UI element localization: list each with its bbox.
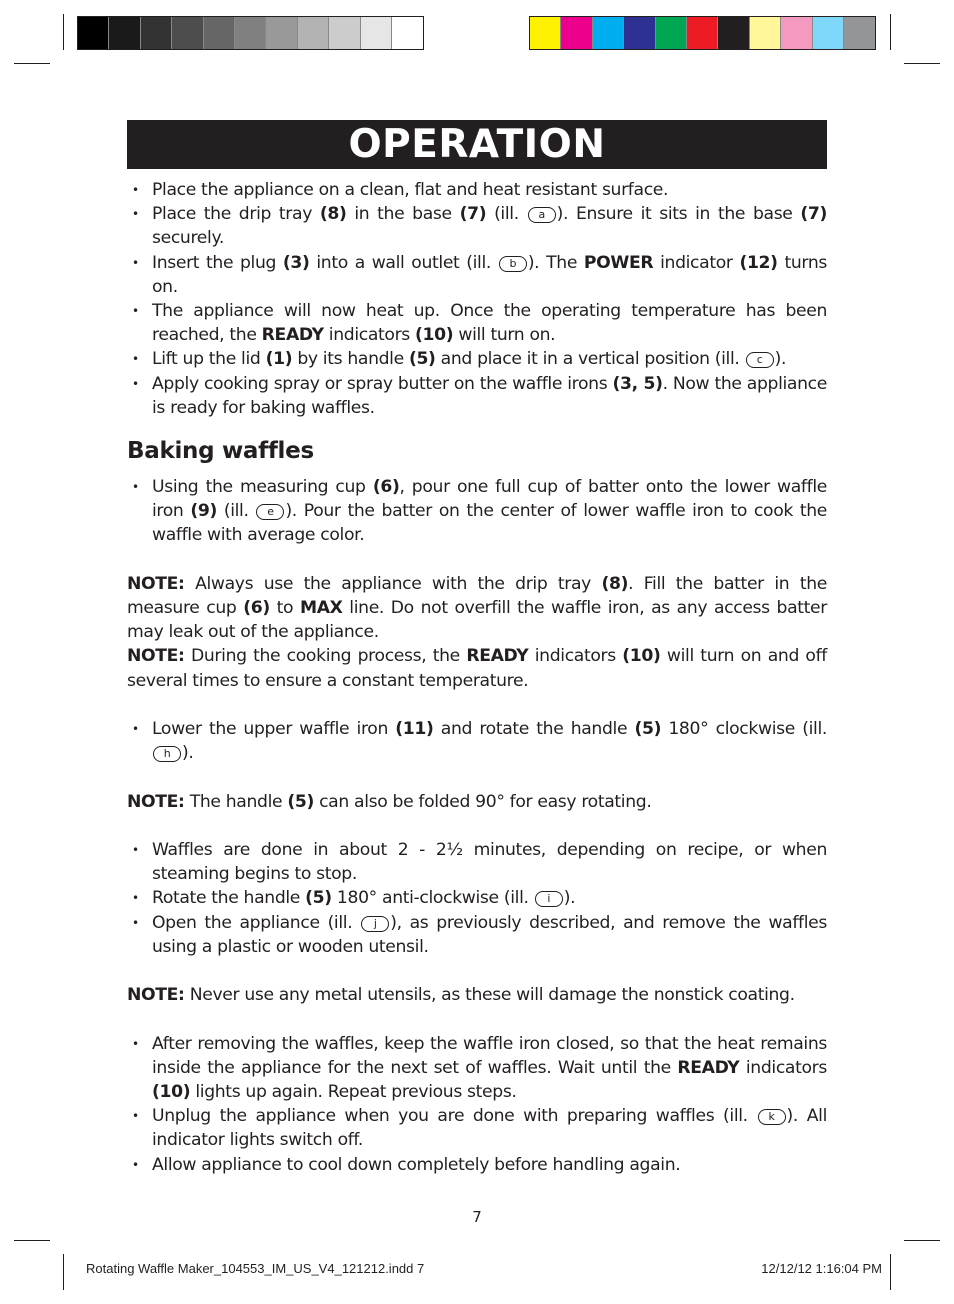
note xyxy=(127,572,827,645)
crop-mark xyxy=(63,14,64,50)
color-swatch xyxy=(844,17,875,49)
emphasis: MAX xyxy=(299,598,343,619)
list-item xyxy=(127,838,827,886)
text-run: indicators xyxy=(739,1057,827,1078)
emphasis: (8) xyxy=(601,573,629,594)
emphasis: NOTE: xyxy=(127,646,185,667)
emphasis: (7) xyxy=(800,204,827,225)
text-run: Rotate the handle xyxy=(152,888,306,909)
page-title: OPERATION xyxy=(127,120,827,169)
list-item xyxy=(127,1153,827,1177)
illustration-ref: a xyxy=(528,207,556,223)
text-run: turns on. xyxy=(152,252,827,297)
color-swatch xyxy=(593,17,624,49)
emphasis: (3) xyxy=(282,252,310,273)
baking-steps xyxy=(127,717,827,765)
list-item xyxy=(127,717,827,765)
text-run: line. Do not overfill the waffle iron, as any access batter may leak out of the appliance. xyxy=(127,598,827,643)
list-item xyxy=(127,372,827,420)
emphasis: READY xyxy=(261,325,324,346)
illustration-ref: k xyxy=(758,1109,786,1125)
list-item xyxy=(127,347,827,371)
emphasis: (10) xyxy=(622,646,661,667)
emphasis: (7) xyxy=(459,204,487,225)
emphasis: (9) xyxy=(190,501,217,522)
text-run: Place the drip tray xyxy=(152,204,320,225)
instructions xyxy=(127,178,827,1177)
emphasis: NOTE: xyxy=(127,985,185,1006)
text-run: The appliance will now heat up. Once the operating temperature has been reached, the xyxy=(152,301,827,346)
text-run: indicator xyxy=(653,252,740,273)
list-item xyxy=(127,886,827,910)
illustration-ref: i xyxy=(535,891,563,907)
emphasis: (1) xyxy=(265,349,293,370)
text-run: ). xyxy=(182,743,194,764)
text-run: Allow appliance to cool down completely before handling again. xyxy=(152,1154,681,1175)
baking-steps xyxy=(127,1032,827,1177)
illustration-ref: j xyxy=(361,916,389,932)
color-swatch xyxy=(141,17,172,49)
text-run: will turn on and off several times to ensure a constant temperature. xyxy=(127,646,827,691)
crop-mark xyxy=(63,1254,64,1290)
color-swatch xyxy=(78,17,109,49)
text-run: The handle xyxy=(184,791,288,812)
text-run: will turn on. xyxy=(453,325,556,346)
text-run: in the base xyxy=(346,204,460,225)
color-swatch xyxy=(109,17,140,49)
page-number: 7 xyxy=(472,1208,482,1226)
text-run: Lift up the lid xyxy=(152,349,266,370)
note xyxy=(127,644,827,692)
color-swatch xyxy=(813,17,844,49)
text-run: ). All indicator lights switch off. xyxy=(152,1106,827,1151)
color-swatch xyxy=(235,17,266,49)
text-run: ). The xyxy=(527,252,584,273)
emphasis: (10) xyxy=(152,1082,191,1103)
list-item xyxy=(127,202,827,250)
list-item xyxy=(127,178,827,202)
baking-steps xyxy=(127,838,827,959)
text-run: Place the appliance on a clean, flat and heat resistant surface. xyxy=(152,180,669,200)
list-item xyxy=(127,251,827,299)
text-run: into a wall outlet (ill. xyxy=(309,252,498,273)
text-run: (ill. xyxy=(486,204,527,225)
color-swatch xyxy=(750,17,781,49)
crop-mark xyxy=(14,1240,50,1241)
crop-mark xyxy=(14,63,50,64)
text-run: can also be folded 90° for easy rotating. xyxy=(313,791,652,812)
section-heading: Baking waffles xyxy=(127,438,314,465)
color-swatch xyxy=(781,17,812,49)
note xyxy=(127,790,827,814)
text-run: . Fill the batter in the measure cup xyxy=(127,573,828,619)
crop-mark xyxy=(890,14,891,50)
color-swatch xyxy=(624,17,655,49)
text-run: Using the measuring cup xyxy=(152,477,373,498)
color-swatch xyxy=(561,17,592,49)
grayscale-color-bar xyxy=(77,16,424,50)
illustration-ref: b xyxy=(499,256,527,272)
text-run: 180° anti-clockwise (ill. xyxy=(331,888,534,909)
text-run: , pour one full cup of batter onto the lower waffle iron xyxy=(152,477,827,522)
emphasis: (12) xyxy=(739,252,778,273)
color-swatch xyxy=(329,17,360,49)
illustration-ref: e xyxy=(256,504,284,520)
emphasis: (8) xyxy=(319,204,347,225)
text-run: Apply cooking spray or spray butter on the waffle irons xyxy=(152,373,613,394)
text-run: and rotate the handle xyxy=(433,719,635,740)
color-swatch xyxy=(392,17,423,49)
emphasis: (5) xyxy=(408,349,436,370)
color-swatch xyxy=(266,17,297,49)
text-run: to xyxy=(269,598,300,619)
setup-steps xyxy=(127,178,827,420)
emphasis: READY xyxy=(677,1057,740,1078)
emphasis: (6) xyxy=(372,477,400,498)
text-run: ). Ensure it sits in the base xyxy=(556,204,801,225)
emphasis: (10) xyxy=(415,325,454,346)
footer-timestamp: 12/12/12 1:16:04 PM xyxy=(761,1261,882,1276)
text-run: indicators xyxy=(528,646,623,667)
text-run: 180° clockwise (ill. xyxy=(661,719,827,740)
text-run: Always use the appliance with the drip tray xyxy=(184,573,602,594)
color-swatch xyxy=(361,17,392,49)
text-run: (ill. xyxy=(216,501,256,522)
list-item xyxy=(127,911,827,959)
text-run: During the cooking process, the xyxy=(184,646,467,667)
text-run: Unplug the appliance when you are done with preparing waffles (ill. xyxy=(152,1106,757,1127)
color-swatch xyxy=(530,17,561,49)
crop-mark xyxy=(904,63,940,64)
text-run: securely. xyxy=(152,228,224,249)
text-run: After removing the waffles, keep the waffle iron closed, so that the heat remains inside the appliance for the next set of waffles. Wait until the xyxy=(152,1033,827,1078)
emphasis: (11) xyxy=(395,719,434,740)
color-swatch xyxy=(172,17,203,49)
text-run: Insert the plug xyxy=(152,252,283,273)
emphasis: READY xyxy=(466,646,529,667)
baking-steps xyxy=(127,475,827,548)
crop-mark xyxy=(904,1240,940,1241)
illustration-ref: h xyxy=(153,746,181,762)
text-run: indicators xyxy=(323,325,416,346)
color-swatch xyxy=(656,17,687,49)
text-run: Lower the upper waffle iron xyxy=(152,719,396,740)
list-item xyxy=(127,1104,827,1152)
list-item xyxy=(127,299,827,347)
emphasis: NOTE: xyxy=(127,791,185,812)
text-run: by its handle xyxy=(292,349,409,370)
color-swatch xyxy=(298,17,329,49)
text-run: Never use any metal utensils, as these will damage the nonstick coating. xyxy=(184,985,795,1006)
emphasis: NOTE: xyxy=(127,573,185,594)
crop-mark xyxy=(890,1254,891,1290)
process-color-bar xyxy=(529,16,876,50)
list-item xyxy=(127,1032,827,1105)
text-run: Open the appliance (ill. xyxy=(152,912,361,933)
emphasis: (3, 5) xyxy=(612,373,663,394)
text-run: lights up again. Repeat previous steps. xyxy=(190,1082,517,1103)
text-run: ). xyxy=(563,888,576,909)
note xyxy=(127,983,827,1007)
list-item xyxy=(127,475,827,548)
footer-filename: Rotating Waffle Maker_104553_IM_US_V4_121212.indd 7 xyxy=(86,1261,425,1276)
color-swatch xyxy=(718,17,749,49)
emphasis: (5) xyxy=(305,888,332,909)
illustration-ref: c xyxy=(746,352,774,368)
emphasis: (5) xyxy=(287,791,314,812)
color-swatch xyxy=(687,17,718,49)
emphasis: (5) xyxy=(634,719,662,740)
text-run: ). xyxy=(774,349,787,370)
text-run: ). Pour the batter on the center of lower waffle iron to cook the waffle with average color. xyxy=(152,501,827,546)
text-run: Waffles are done in about 2 - 2½ minutes, depending on recipe, or when steaming begins to stop. xyxy=(152,840,827,885)
text-run: and place it in a vertical position (ill. xyxy=(435,349,745,370)
emphasis: (6) xyxy=(243,598,270,619)
emphasis: POWER xyxy=(583,252,654,273)
color-swatch xyxy=(204,17,235,49)
text-run: ), as previously described, and remove the waffles using a plastic or wooden utensil. xyxy=(152,912,827,957)
text-run: . Now the appliance is ready for baking waffles. xyxy=(152,373,827,418)
